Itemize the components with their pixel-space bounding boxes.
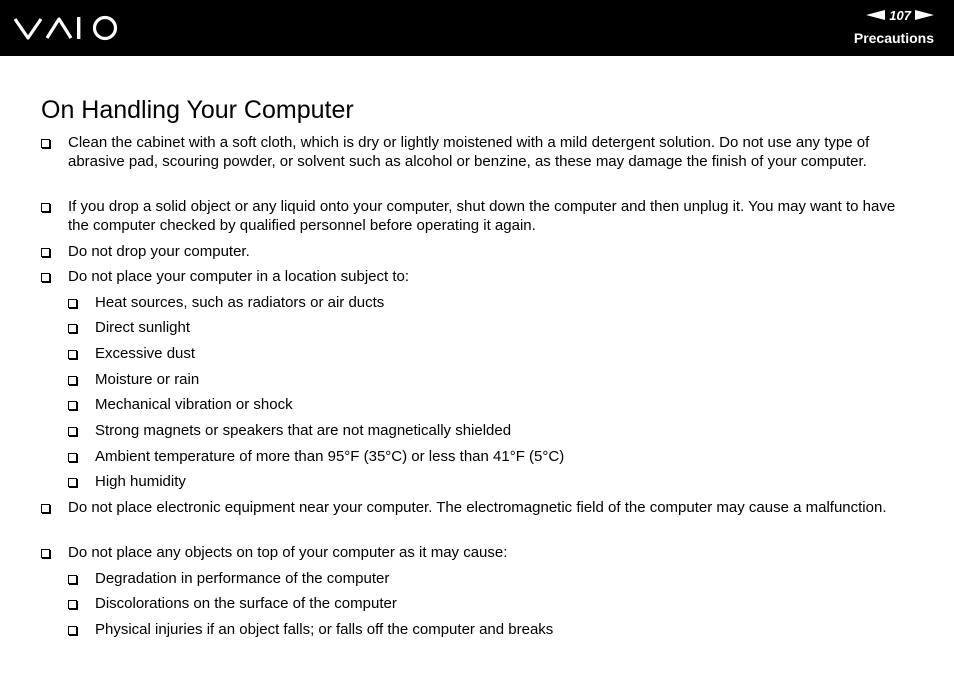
- list-item-text: Do not place your computer in a location subject to:: [68, 268, 410, 285]
- sub-list-item: [68, 472, 916, 491]
- page-header: [0, 0, 954, 56]
- sub-list-item: [68, 370, 916, 389]
- list-item-text: Do not place electronic equipment near your computer. The electromagnetic field of the computer may cause a malfunction.: [68, 499, 887, 516]
- sub-list-item: [68, 447, 916, 466]
- checkbox-bullet-icon: [68, 478, 77, 487]
- checkbox-bullet-icon: [68, 600, 77, 609]
- checkbox-bullet-icon: [68, 453, 77, 462]
- previous-page-arrow-icon[interactable]: [866, 10, 885, 20]
- checkbox-bullet-icon: [68, 626, 77, 635]
- list-item-text: Do not drop your computer.: [68, 243, 250, 260]
- checkbox-bullet-icon: [68, 299, 77, 308]
- list-item: [41, 197, 916, 235]
- checkbox-bullet-icon: [41, 139, 50, 148]
- list-item: [41, 242, 916, 261]
- sub-list-item: [68, 569, 916, 588]
- sub-list-item: [68, 620, 916, 639]
- checkbox-bullet-icon: [41, 248, 50, 257]
- list-item: [41, 543, 916, 562]
- checkbox-bullet-icon: [68, 350, 77, 359]
- section-title: Precautions: [853, 30, 934, 46]
- sub-list-item-text: Ambient temperature of more than 95°F (35°C) or less than 41°F (5°C): [95, 448, 565, 465]
- checkbox-bullet-icon: [68, 427, 77, 436]
- list-item-text: If you drop a solid object or any liquid onto your computer, shut down the computer and then unplug it. You may want to have the computer checked by qualified personnel before operating it again.: [68, 198, 896, 234]
- checkbox-bullet-icon: [68, 401, 77, 410]
- list-item: [41, 498, 916, 517]
- vaio-logo: [14, 14, 120, 42]
- list-item-text: Clean the cabinet with a soft cloth, which is dry or lightly moistened with a mild detergent solution. Do not use any type of abrasive pad, scouring powder, or solvent such as alcohol or benzine, as these may damage the finish of your computer.: [68, 134, 870, 170]
- page-number: 107: [889, 7, 911, 23]
- next-page-arrow-icon[interactable]: [915, 10, 934, 20]
- sub-list-item-text: Physical injuries if an object falls; or falls off the computer and breaks: [95, 621, 554, 638]
- checkbox-bullet-icon: [68, 575, 77, 584]
- checkbox-bullet-icon: [41, 504, 50, 513]
- list-item-text: Do not place any objects on top of your computer as it may cause:: [68, 544, 508, 561]
- sub-list-item-text: Moisture or rain: [95, 371, 200, 388]
- checkbox-bullet-icon: [68, 324, 77, 333]
- sub-list-item: [68, 594, 916, 613]
- page-navigator: [866, 7, 934, 23]
- sub-list-item: [68, 318, 916, 337]
- sub-list-item-text: Direct sunlight: [95, 319, 191, 336]
- checkbox-bullet-icon: [68, 376, 77, 385]
- sub-list-item-text: Degradation in performance of the computer: [95, 570, 390, 587]
- checkbox-bullet-icon: [41, 203, 50, 212]
- sub-list-item-text: Discolorations on the surface of the computer: [95, 595, 397, 612]
- sub-list-item-text: Excessive dust: [95, 345, 196, 362]
- list-item: [41, 267, 916, 286]
- checkbox-bullet-icon: [41, 273, 50, 282]
- sub-list-item: [68, 395, 916, 414]
- sub-list-item-text: Heat sources, such as radiators or air ducts: [95, 294, 385, 311]
- sub-list-item-text: Strong magnets or speakers that are not magnetically shielded: [95, 422, 512, 439]
- sub-list-item: [68, 421, 916, 440]
- sub-list-item-text: Mechanical vibration or shock: [95, 396, 293, 413]
- list-item: [41, 133, 916, 171]
- page-title: On Handling Your Computer: [41, 96, 354, 124]
- checkbox-bullet-icon: [41, 549, 50, 558]
- sub-list-item-text: High humidity: [95, 473, 186, 490]
- sub-list-item: [68, 344, 916, 363]
- sub-list-item: [68, 293, 916, 312]
